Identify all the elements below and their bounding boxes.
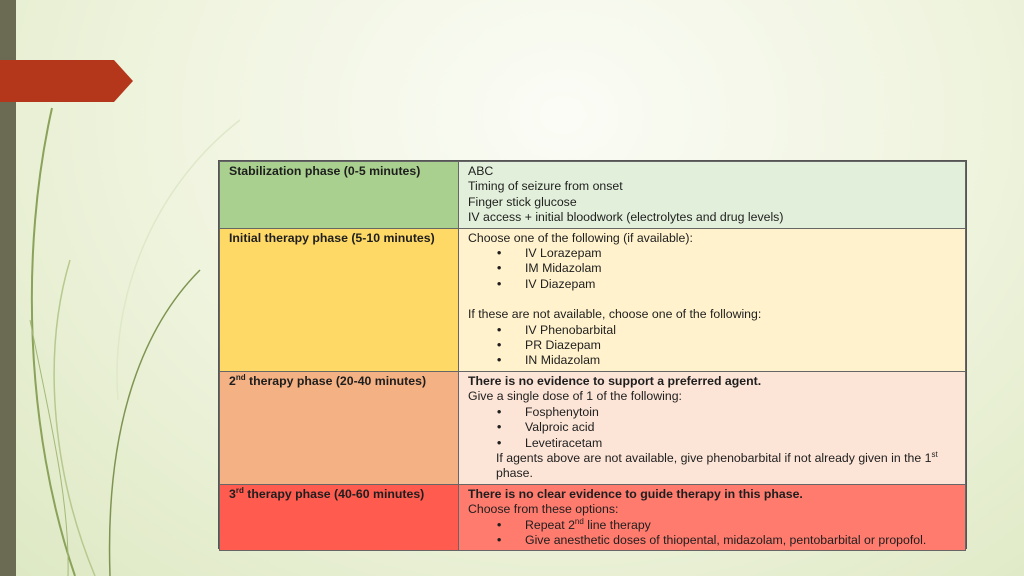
text-line: Choose one of the following (if available): [468,230,693,245]
phase-cell [220,484,459,551]
phase-label: Initial therapy phase (5-10 minutes) [229,230,435,245]
list-item: • IN Midazolam [468,353,956,368]
note-line [468,451,956,482]
text-line: ABC [468,164,494,178]
ordinal-suffix: rd [235,485,244,495]
list-item: • IV Lorazepam [468,246,956,261]
phase-label: Stabilization phase (0-5 minutes) [229,164,421,178]
table-row [220,162,966,229]
list-item: • Levetiracetam [468,436,956,451]
list-item: • IM Midazolam [468,261,956,276]
table-row [220,228,966,371]
text-line: Choose from these options: [468,502,619,517]
list-item: • Valproic acid [468,420,956,435]
text-line: Finger stick glucose [468,194,577,209]
emphasis-line: There is no evidence to support a preferred agent. [468,373,762,388]
text-line: IV access + initial bloodwork (electrolytes and drug levels) [468,210,784,225]
ordinal-suffix: st [931,449,938,459]
ordinal-suffix: nd [574,516,584,526]
list-item: • PR Diazepam [468,338,956,353]
list-item: • Give anesthetic doses of thiopental, midazolam, pentobarbital or propofol. [468,533,956,548]
list-item: • Fosphenytoin [468,405,956,420]
bullet-list [468,323,956,369]
note-text: phase. [496,466,533,481]
phase-label: therapy phase (40-60 minutes) [243,486,425,501]
table-row [220,484,966,551]
bullet-list [468,518,956,549]
actions-cell [459,371,966,484]
phase-cell [220,371,459,484]
note-text: If agents above are not available, give phenobarbital if not already given in the 1 [496,450,932,465]
actions-cell [459,228,966,371]
phase-number: 3 [229,486,236,501]
decorative-curves [0,0,240,576]
table-row [220,371,966,484]
list-item [468,518,956,533]
phase-number: 2 [229,373,236,388]
item-text: Repeat 2 [525,517,575,532]
phase-cell [220,162,459,229]
text-line: Timing of seizure from onset [468,179,623,194]
text-line: If these are not available, choose one of the following: [468,307,762,322]
phase-cell [220,228,459,371]
actions-cell [459,162,966,229]
emphasis-line: There is no clear evidence to guide therapy in this phase. [468,486,803,501]
list-item: • IV Phenobarbital [468,323,956,338]
bullet-list [468,246,956,292]
list-item: • IV Diazepam [468,277,956,292]
seizure-protocol-table [218,160,967,549]
ordinal-suffix: nd [235,372,246,382]
phase-label: therapy phase (20-40 minutes) [245,373,427,388]
text-line: Give a single dose of 1 of the following: [468,389,682,404]
bullet-list [468,405,956,451]
item-text: line therapy [583,517,651,532]
actions-cell [459,484,966,551]
